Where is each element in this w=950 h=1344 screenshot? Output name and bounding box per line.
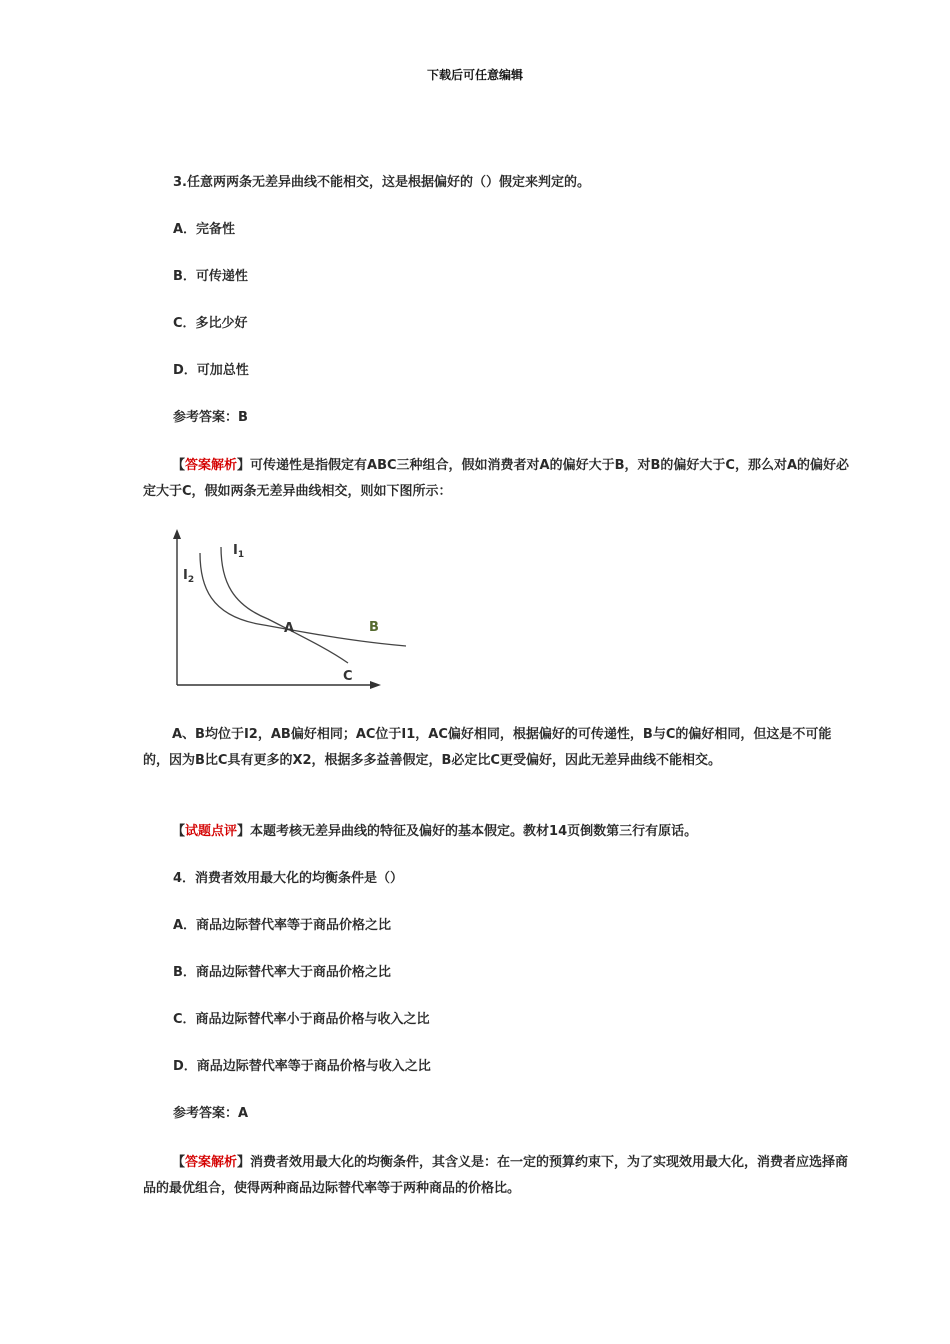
x-axis-arrow-icon bbox=[370, 681, 381, 689]
question-4-option-a: A．商品边际替代率等于商品价格之比 bbox=[173, 918, 392, 933]
label-i2: $I_2$ bbox=[183, 568, 195, 585]
curve-i1 bbox=[221, 547, 348, 663]
question-3-option-b: B．可传递性 bbox=[173, 269, 248, 284]
label-i1: $I_1$ bbox=[233, 543, 245, 560]
question-3-explanation: A、B均位于I2，AB偏好相同；AC位于I1，AC偏好相同，根据偏好的可传递性，B与C的偏好相同，但这是不可能的，因为B比C具有更多的X2，根据多多益善假定，B必定比C更受偏好，因此无差异曲线不能相交。 bbox=[143, 727, 832, 768]
question-3-analysis bbox=[143, 453, 851, 505]
question-3-review bbox=[143, 819, 851, 845]
question-4-option-c: C．商品边际替代率小于商品价格与收入之比 bbox=[173, 1012, 430, 1027]
analysis-tag: 答案解析 bbox=[185, 458, 238, 473]
analysis-tag: 答案解析 bbox=[185, 1155, 238, 1170]
question-4-analysis bbox=[143, 1150, 851, 1202]
question-3-stem: 3.任意两两条无差异曲线不能相交，这是根据偏好的（）假定来判定的。 bbox=[173, 175, 590, 190]
analysis-bracket-open: 【 bbox=[172, 458, 186, 473]
indifference-curve-diagram bbox=[163, 527, 413, 695]
label-point-c: C bbox=[343, 669, 353, 684]
analysis-bracket-open: 【 bbox=[172, 1155, 186, 1170]
question-3-option-d: D．可加总性 bbox=[173, 363, 249, 378]
question-3-option-c: C．多比少好 bbox=[173, 316, 248, 331]
analysis-bracket-close: 】 bbox=[237, 458, 251, 473]
label-point-a: A bbox=[284, 621, 295, 636]
analysis-text: 消费者效用最大化的均衡条件，其含义是：在一定的预算约束下，为了实现效用最大化，消费者应选择商品的最优组合，使得两种商品边际替代率等于两种商品的价格比。 bbox=[143, 1155, 849, 1196]
review-text: 本题考核无差异曲线的特征及偏好的基本假定。教材14页倒数第三行有原话。 bbox=[250, 824, 698, 839]
review-bracket-open: 【 bbox=[172, 824, 186, 839]
analysis-bracket-close: 】 bbox=[237, 1155, 251, 1170]
question-3-answer: 参考答案：B bbox=[173, 410, 248, 425]
question-3-option-a: A．完备性 bbox=[173, 222, 236, 237]
review-tag: 试题点评 bbox=[185, 824, 238, 839]
analysis-text: 可传递性是指假定有ABC三种组合，假如消费者对A的偏好大于B，对B的偏好大于C，那么对A的偏好必定大于C，假如两条无差异曲线相交，则如下图所示： bbox=[143, 458, 850, 499]
question-4-answer: 参考答案：A bbox=[173, 1106, 249, 1121]
indifference-curve-figure bbox=[163, 527, 413, 695]
question-4-stem: 4．消费者效用最大化的均衡条件是（） bbox=[173, 871, 404, 886]
label-point-b: B bbox=[369, 620, 379, 635]
review-bracket-close: 】 bbox=[237, 824, 251, 839]
y-axis-arrow-icon bbox=[173, 529, 181, 539]
question-4-option-b: B．商品边际替代率大于商品价格之比 bbox=[173, 965, 391, 980]
question-4-option-d: D．商品边际替代率等于商品价格与收入之比 bbox=[173, 1059, 431, 1074]
page-header: 下载后可任意编辑 bbox=[426, 68, 523, 82]
